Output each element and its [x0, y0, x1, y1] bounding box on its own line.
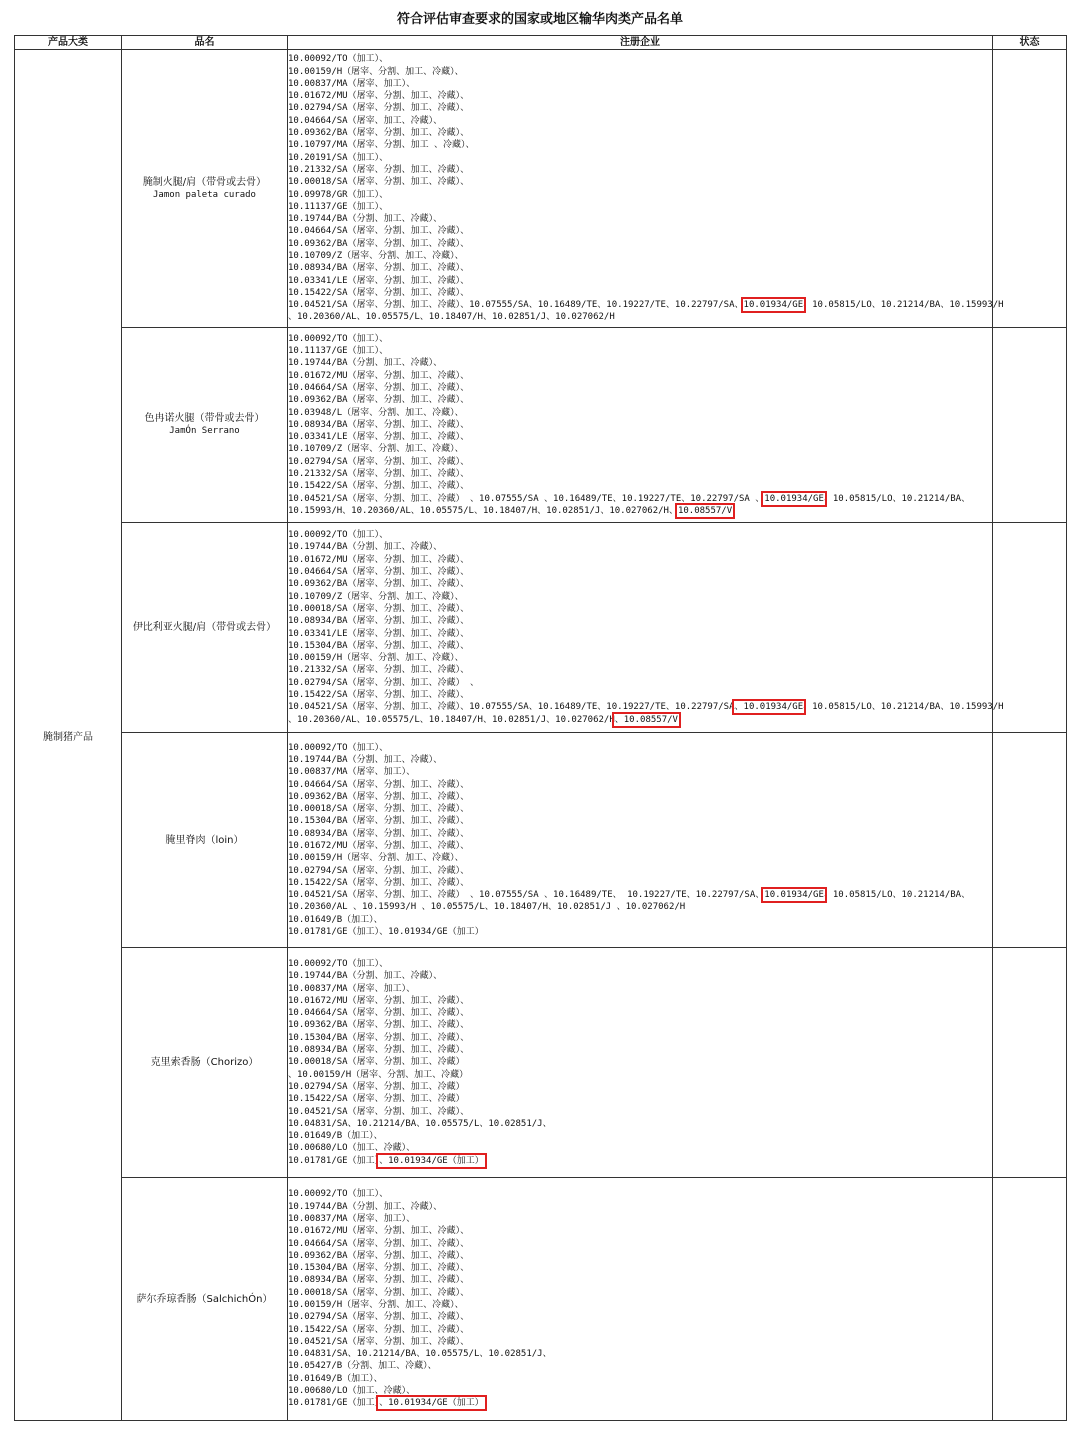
table-row [15, 948, 1067, 1178]
enterprise-line: 10.01672/MU（屠宰、分割、加工、冷藏）、 [288, 1226, 470, 1237]
header-product: 品名 [122, 36, 288, 50]
enterprise-line: 10.10709/Z（屠宰、分割、加工、冷藏）、 [288, 591, 464, 602]
enterprise-line: 10.21332/SA（屠宰、分割、加工、冷藏）、 [288, 469, 470, 480]
enterprise-line: 、10.20360/AL、10.05575/L、10.18407/H、10.02851/J、10.027062/H [288, 312, 615, 323]
enterprise-text: 、10.05815/LO、10.21214/BA、 [823, 890, 971, 901]
enterprise-line: 10.15422/SA（屠宰、分割、加工、冷藏）、 [288, 287, 470, 298]
enterprise-line: 10.00018/SA（屠宰、分割、加工、冷藏）、 [288, 1287, 470, 1298]
product-name: 腌里脊肉（loin） [165, 834, 244, 846]
enterprise-line: 10.00159/H（屠宰、分割、加工、冷藏）、 [288, 653, 464, 664]
enterprise-line: 10.20191/SA（加工）、 [288, 152, 389, 163]
enterprise-line: 10.02794/SA（屠宰、分割、加工、冷藏） [288, 1081, 465, 1092]
enterprise-line: 10.01672/MU（屠宰、分割、加工、冷藏）、 [288, 554, 470, 565]
product-name-cell [122, 733, 288, 948]
enterprise-line: 10.03948/L（屠宰、分割、加工、冷藏）、 [288, 407, 464, 418]
header-category: 产品大类 [15, 36, 122, 50]
enterprise-line: 10.04664/SA（屠宰、分割、加工、冷藏）、 [288, 382, 470, 393]
enterprise-line: 10.19744/BA（分割、加工、冷藏）、 [288, 971, 443, 982]
enterprise-line: 10.19744/BA（分割、加工、冷藏）、 [288, 754, 443, 765]
enterprise-line: 10.00092/TO（加工）、 [288, 1189, 389, 1200]
status-cell [993, 523, 1067, 733]
enterprise-line: 10.10797/MA（屠宰、分割、加工 、冷藏）、 [288, 140, 475, 151]
enterprise-text: 、10.05815/LO、10.21214/BA、 [823, 493, 971, 504]
enterprise-list-cell [288, 50, 1004, 328]
enterprise-line: 10.19744/BA（分割、加工、冷藏）、 [288, 358, 443, 369]
enterprise-list-cell [288, 328, 993, 523]
enterprise-line: 10.19744/BA（分割、加工、冷藏）、 [288, 1201, 443, 1212]
highlighted-enterprise: 、10.08557/V [614, 714, 678, 725]
enterprise-line: 10.11137/GE（加工）、 [288, 201, 389, 212]
enterprise-line: 10.04664/SA（屠宰、分割、加工、冷藏）、 [288, 567, 470, 578]
enterprise-line: 10.04664/SA（屠宰、分割、加工、冷藏）、 [288, 1238, 470, 1249]
enterprise-line: 10.08934/BA（屠宰、分割、加工、冷藏）、 [288, 1275, 470, 1286]
status-cell [993, 1178, 1067, 1421]
product-name: 伊比利亚火腿/肩（带骨或去骨） [132, 622, 277, 633]
enterprise-line: 10.04664/SA（屠宰、分割、加工、冷藏）、 [288, 779, 470, 790]
enterprise-line: 10.04521/SA（屠宰、分割、加工、冷藏）、 [288, 1336, 470, 1347]
highlighted-enterprise: 、10.01934/GE（加工） [379, 1398, 484, 1409]
table-header-row [15, 36, 1067, 50]
header-enterprises: 注册企业 [288, 36, 993, 50]
enterprise-line: 10.00837/MA（屠宰、加工）、 [288, 983, 416, 994]
enterprise-line: 10.00092/TO（加工）、 [288, 333, 389, 344]
enterprise-line: 10.08934/BA（屠宰、分割、加工、冷藏）、 [288, 263, 470, 274]
enterprise-line: 10.01649/B（加工）、 [288, 914, 383, 925]
enterprise-line: 10.19744/BA（分割、加工、冷藏）、 [288, 542, 443, 553]
enterprise-line: 10.04521/SA（屠宰、分割、加工、冷藏）、 [288, 1106, 470, 1117]
enterprise-line: 10.01649/B（加工）、 [288, 1373, 383, 1384]
status-cell [993, 733, 1067, 948]
page-title: 符合评估审查要求的国家或地区输华肉类产品名单 [396, 12, 683, 27]
product-name-cell [122, 948, 288, 1178]
enterprise-line: 10.03341/LE（屠宰、分割、加工、冷藏）、 [288, 432, 470, 443]
enterprise-line: 10.09362/BA（屠宰、分割、加工、冷藏）、 [288, 128, 470, 139]
enterprise-line: 10.09362/BA（屠宰、分割、加工、冷藏）、 [288, 238, 470, 249]
enterprise-line: 10.00159/H（屠宰、分割、加工、冷藏）、 [288, 853, 464, 864]
enterprise-line: 10.09978/GR（加工）、 [288, 189, 389, 200]
product-name: 萨尔乔琼香肠（SalchichÓn） [136, 1293, 273, 1305]
header-status: 状态 [993, 36, 1067, 50]
enterprise-line: 10.02794/SA（屠宰、分割、加工、冷藏）、 [288, 456, 470, 467]
enterprise-line: 10.09362/BA（屠宰、分割、加工、冷藏）、 [288, 579, 470, 590]
highlighted-enterprise: 10.01934/GE [764, 493, 824, 504]
enterprise-text: 10.01781/GE（加工） [288, 1398, 380, 1409]
enterprise-line: 10.08934/BA（屠宰、分割、加工、冷藏）、 [288, 1045, 470, 1056]
highlighted-enterprise: 10.01934/GE [743, 300, 804, 311]
product-name: 腌制火腿/肩（带骨或去骨） [142, 176, 267, 188]
enterprise-line: 10.00092/TO（加工）、 [288, 958, 389, 969]
enterprise-line: 10.04664/SA（屠宰、分割、加工、冷藏）、 [288, 1008, 470, 1019]
highlighted-enterprise: 、10.01934/GE [734, 702, 804, 713]
enterprise-line: 10.08934/BA（屠宰、分割、加工、冷藏）、 [288, 419, 470, 430]
enterprise-line: 10.00837/MA（屠宰、加工）、 [288, 767, 416, 778]
product-name: 色冉诺火腿（带骨或去骨） [144, 413, 265, 424]
enterprise-line: 10.00092/TO（加工）、 [288, 54, 389, 65]
enterprise-text: 、10.05815/LO、10.21214/BA、10.15993/H [803, 300, 1004, 311]
enterprise-line: 10.08934/BA（屠宰、分割、加工、冷藏）、 [288, 616, 470, 627]
enterprise-line: 10.01672/MU（屠宰、分割、加工、冷藏）、 [288, 91, 470, 102]
table-row [15, 50, 1067, 328]
enterprise-line: 10.21332/SA（屠宰、分割、加工、冷藏）、 [288, 665, 470, 676]
enterprise-line: 10.02794/SA（屠宰、分割、加工、冷藏） 、 [288, 677, 480, 688]
highlighted-enterprise: 、10.01934/GE（加工） [379, 1155, 484, 1166]
enterprise-line [288, 493, 992, 505]
highlighted-enterprise: 10.08557/V [677, 505, 733, 516]
enterprise-line: 10.00159/H（屠宰、分割、加工、冷藏）、 [288, 1300, 464, 1310]
enterprise-line: 10.00018/SA（屠宰、分割、加工、冷藏）、 [288, 804, 470, 815]
table-row [15, 523, 1067, 733]
status-cell [993, 50, 1067, 328]
enterprise-line: 10.01672/MU（屠宰、分割、加工、冷藏）、 [288, 370, 470, 381]
product-table [14, 35, 1067, 1421]
enterprise-line [288, 1397, 992, 1409]
enterprise-line: 10.15422/SA（屠宰、分割、加工、冷藏）、 [288, 689, 470, 700]
status-cell [993, 948, 1067, 1178]
enterprise-line: 10.11137/GE（加工）、 [288, 346, 389, 357]
enterprise-line [288, 299, 1004, 311]
product-name-latin: Jamon paleta curado [153, 189, 256, 200]
enterprise-line: 10.02794/SA（屠宰、分割、加工、冷藏）、 [288, 865, 470, 876]
enterprise-line: 10.21332/SA（屠宰、分割、加工、冷藏）、 [288, 164, 470, 175]
enterprise-line: 10.01672/MU（屠宰、分割、加工、冷藏）、 [288, 995, 470, 1006]
product-name-cell [122, 328, 288, 523]
enterprise-line: 10.03341/LE（屠宰、分割、加工、冷藏）、 [288, 628, 470, 639]
enterprise-list-cell [288, 523, 1004, 733]
enterprise-line: 10.15304/BA（屠宰、分割、加工、冷藏）、 [288, 816, 470, 827]
enterprise-line: 10.00837/MA（屠宰、加工）、 [288, 78, 416, 89]
enterprise-list-cell [288, 1178, 993, 1421]
enterprise-line: 10.00092/TO（加工）、 [288, 742, 389, 753]
enterprise-line [288, 505, 992, 517]
product-name-cell [122, 50, 288, 328]
highlighted-enterprise: 10.01934/GE [764, 890, 824, 901]
enterprise-line: 10.15304/BA（屠宰、分割、加工、冷藏）、 [288, 640, 470, 651]
enterprise-line [288, 701, 1004, 713]
enterprise-line: 10.09362/BA（屠宰、分割、加工、冷藏）、 [288, 1250, 470, 1261]
enterprise-line [288, 889, 992, 901]
enterprise-line: 10.19744/BA（分割、加工、冷藏）、 [288, 214, 443, 225]
enterprise-text: 10.01781/GE（加工） [288, 1155, 380, 1166]
enterprise-line: 10.09362/BA（屠宰、分割、加工、冷藏）、 [288, 791, 470, 802]
enterprise-text: 10.04521/SA（屠宰、分割、加工、冷藏）、10.07555/SA、10.16489/TE、10.19227/TE、10.22797/SA、 [288, 300, 744, 311]
enterprise-line: 10.09362/BA（屠宰、分割、加工、冷藏）、 [288, 395, 470, 406]
enterprise-line: 10.01672/MU（屠宰、分割、加工、冷藏）、 [288, 841, 470, 851]
enterprise-text: 10.15993/H、10.20360/AL、10.05575/L、10.18407/H、10.02851/J、10.027062/H、 [288, 505, 678, 516]
enterprise-line: 10.00680/LO（加工、冷藏）、 [288, 1386, 416, 1397]
enterprise-line: 10.15422/SA（屠宰、分割、加工、冷藏）、 [288, 481, 470, 492]
enterprise-line: 10.04831/SA、10.21214/BA、10.05575/L、10.02851/J、 [288, 1349, 552, 1360]
table-row [15, 733, 1067, 948]
enterprise-list-cell [288, 733, 993, 948]
enterprise-line: 10.00018/SA（屠宰、分割、加工、冷藏） [288, 1057, 465, 1068]
enterprise-line: 10.01649/B（加工）、 [288, 1131, 383, 1142]
enterprise-text: 10.04521/SA（屠宰、分割、加工、冷藏） 、10.07555/SA 、10.16489/TE、10.19227/TE、10.22797/SA 、 [288, 493, 765, 504]
enterprise-line [288, 1155, 992, 1167]
table-row [15, 328, 1067, 523]
enterprise-line: 10.08934/BA（屠宰、分割、加工、冷藏）、 [288, 828, 470, 839]
enterprise-text: 10.04521/SA（屠宰、分割、加工、冷藏） 、10.07555/SA 、10.16489/TE、 10.19227/TE、10.22797/SA、 [288, 890, 765, 901]
category-cell: 腌制猪产品 [15, 50, 122, 1421]
enterprise-list-cell [288, 948, 993, 1178]
enterprise-text: 、10.20360/AL、10.05575/L、10.18407/H、10.02851/J、10.027062/H [288, 714, 615, 725]
enterprise-line: 10.15422/SA（屠宰、分割、加工、冷藏）、 [288, 1324, 470, 1335]
enterprise-line: 10.20360/AL 、10.15993/H 、10.05575/L、10.18407/H、10.02851/J 、10.027062/H [288, 902, 686, 913]
enterprise-line: 10.00092/TO（加工）、 [288, 530, 389, 541]
table-row [15, 1178, 1067, 1421]
product-name-cell [122, 523, 288, 733]
enterprise-line: 、10.00159/H（屠宰、分割、加工、冷藏） [288, 1069, 469, 1080]
status-cell [993, 328, 1067, 523]
enterprise-line [288, 714, 992, 726]
enterprise-line: 10.15422/SA（屠宰、分割、加工、冷藏） [288, 1094, 465, 1105]
enterprise-line: 10.10709/Z（屠宰、分割、加工、冷藏）、 [288, 444, 464, 455]
enterprise-line: 10.02794/SA（屠宰、分割、加工、冷藏）、 [288, 103, 470, 114]
enterprise-line: 10.15304/BA（屠宰、分割、加工、冷藏）、 [288, 1263, 470, 1274]
enterprise-line: 10.15422/SA（屠宰、分割、加工、冷藏）、 [288, 877, 470, 888]
enterprise-text: 、10.05815/LO、10.21214/BA、10.15993/H [803, 702, 1004, 713]
enterprise-line: 10.00837/MA（屠宰、加工）、 [288, 1213, 416, 1224]
enterprise-line: 10.00018/SA（屠宰、分割、加工、冷藏）、 [288, 177, 470, 188]
enterprise-line: 10.15304/BA（屠宰、分割、加工、冷藏）、 [288, 1032, 470, 1043]
enterprise-line: 10.04831/SA、10.21214/BA、10.05575/L、10.02851/J、 [288, 1118, 552, 1129]
enterprise-line: 10.01781/GE（加工）、10.01934/GE（加工） [288, 927, 484, 938]
enterprise-line: 10.10709/Z（屠宰、分割、加工、冷藏）、 [288, 250, 464, 261]
enterprise-line: 10.04664/SA（屠宰、分割、加工、冷藏）、 [288, 226, 470, 237]
product-name: 克里索香肠（Chorizo） [150, 1057, 259, 1068]
enterprise-line: 10.00680/LO（加工、冷藏）、 [288, 1143, 416, 1154]
enterprise-line: 10.00159/H（屠宰、分割、加工、冷藏）、 [288, 66, 464, 77]
enterprise-line: 10.00018/SA（屠宰、分割、加工、冷藏）、 [288, 603, 470, 614]
product-name-latin: JamÓn Serrano [169, 426, 240, 436]
enterprise-line: 10.09362/BA（屠宰、分割、加工、冷藏）、 [288, 1020, 470, 1031]
enterprise-line: 10.05427/B（分割、加工、冷藏）、 [288, 1361, 437, 1372]
enterprise-line: 10.02794/SA（屠宰、分割、加工、冷藏）、 [288, 1312, 470, 1323]
enterprise-line: 10.04664/SA（屠宰、加工、冷藏）、 [288, 115, 443, 126]
enterprise-text: 10.04521/SA（屠宰、分割、加工、冷藏）、10.07555/SA、10.16489/TE、10.19227/TE、10.22797/SA [288, 702, 735, 713]
product-name-cell [122, 1178, 288, 1421]
enterprise-line: 10.03341/LE（屠宰、分割、加工、冷藏）、 [288, 275, 470, 286]
